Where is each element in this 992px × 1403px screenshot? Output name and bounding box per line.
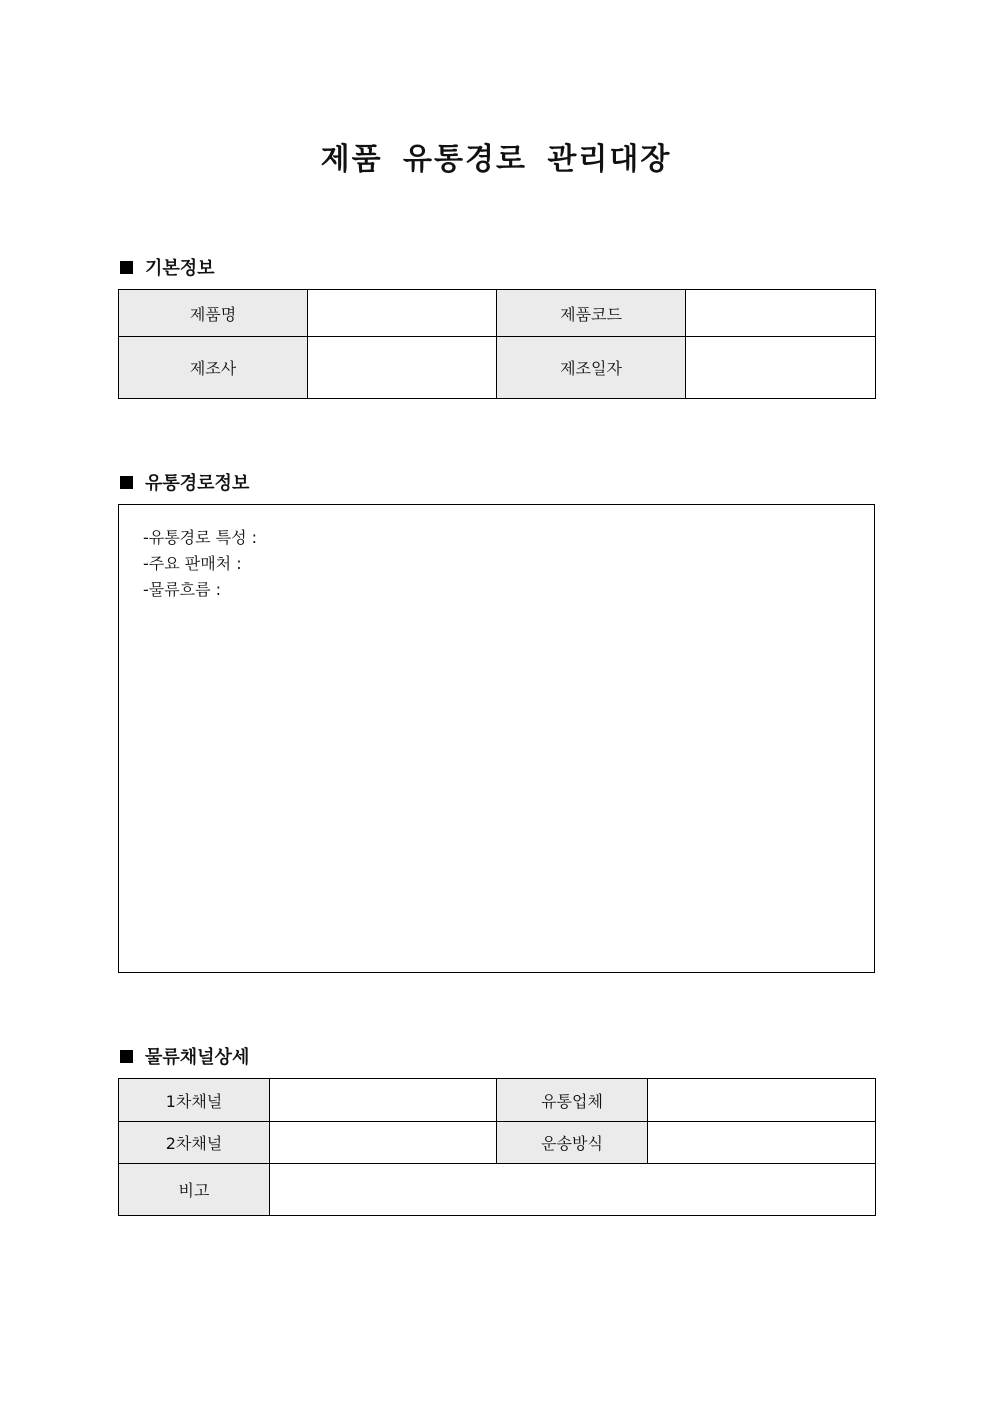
square-bullet-icon [120, 261, 133, 274]
transport-method-field[interactable] [648, 1122, 876, 1164]
section-heading-basic-info [120, 254, 215, 280]
manufacture-date-label: 제조일자 [497, 337, 686, 399]
second-channel-label: 2차채널 [119, 1122, 270, 1164]
manufacture-date-field[interactable] [686, 337, 876, 399]
manufacturer-field[interactable] [308, 337, 497, 399]
table-row [119, 1079, 876, 1122]
table-row [119, 1164, 876, 1216]
square-bullet-icon [120, 476, 133, 489]
first-channel-field[interactable] [270, 1079, 497, 1122]
product-code-label: 제품코드 [497, 290, 686, 337]
section-heading-label: 유통경로정보 [145, 473, 250, 494]
square-bullet-icon [120, 1050, 133, 1063]
remarks-label: 비고 [119, 1164, 270, 1216]
table-row [119, 290, 876, 337]
logistics-table [118, 1078, 876, 1216]
table-row [119, 337, 876, 399]
route-info-box[interactable] [118, 504, 875, 973]
distributor-field[interactable] [648, 1079, 876, 1122]
first-channel-label: 1차채널 [119, 1079, 270, 1122]
section-heading-label: 물류채널상세 [145, 1047, 250, 1068]
section-heading-logistics [120, 1043, 249, 1069]
manufacturer-label: 제조사 [119, 337, 308, 399]
section-heading-label: 기본정보 [145, 258, 215, 279]
product-name-label: 제품명 [119, 290, 308, 337]
basic-info-table [118, 289, 876, 399]
product-name-field[interactable] [308, 290, 497, 337]
transport-method-label: 운송방식 [497, 1122, 648, 1164]
distributor-label: 유통업체 [497, 1079, 648, 1122]
logistics-flow-line: -물류흐름 : [143, 580, 222, 599]
main-seller-line: -주요 판매처 : [143, 554, 242, 573]
product-code-field[interactable] [686, 290, 876, 337]
second-channel-field[interactable] [270, 1122, 497, 1164]
section-heading-route-info [120, 469, 249, 495]
table-row [119, 1122, 876, 1164]
page-title: 제품 유통경로 관리대장 [320, 142, 672, 177]
route-characteristic-line: -유통경로 특성 : [143, 528, 258, 547]
remarks-field[interactable] [270, 1164, 876, 1216]
